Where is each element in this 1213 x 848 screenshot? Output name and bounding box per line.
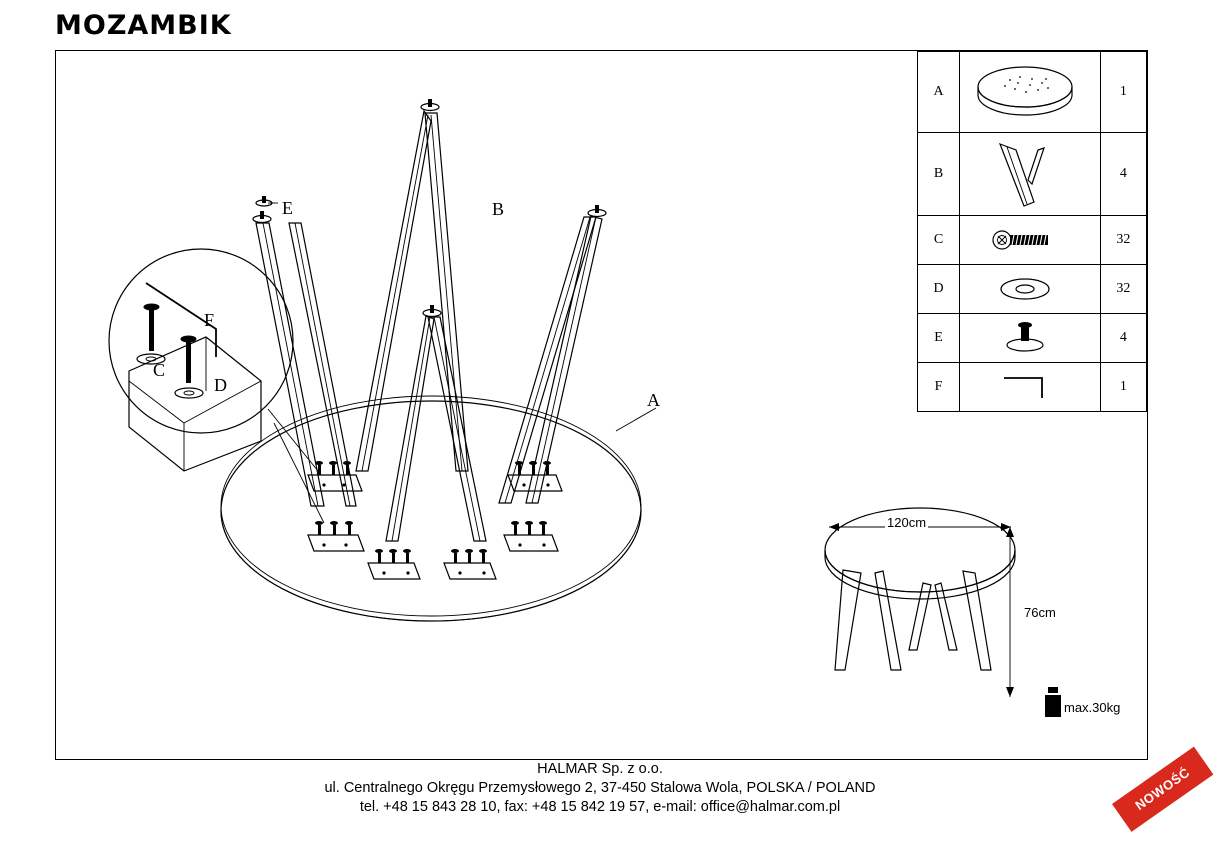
part-quantity: 4: [1100, 314, 1146, 363]
company-address: ul. Centralnego Okręgu Przemysłowego 2, 37-450 Stalowa Wola, POLSKA / POLAND: [324, 780, 876, 796]
part-quantity: 32: [1100, 265, 1146, 314]
part-quantity: 1: [1100, 52, 1146, 133]
part-quantity: 4: [1100, 133, 1146, 216]
table-row: [918, 265, 1147, 314]
leg-mounting-plates: [308, 461, 562, 579]
table-row: [918, 133, 1147, 216]
nowosc-badge: [1104, 764, 1200, 848]
table-row: [918, 363, 1147, 412]
badge-label: NOWOŚĆ: [1132, 764, 1193, 814]
callout-e: E: [282, 198, 293, 218]
part-image-allen-key: [960, 363, 1101, 412]
callout-b: B: [492, 199, 505, 219]
parts-list-table: [917, 51, 1147, 412]
part-image-round-table-top: [960, 52, 1101, 133]
part-image-floor-glide: [960, 314, 1101, 363]
callout-c: C: [153, 360, 166, 380]
part-letter: B: [918, 133, 960, 216]
washer-icon: [960, 268, 1090, 310]
part-letter: D: [918, 265, 960, 314]
floor-glide-icon: [960, 317, 1090, 359]
exploded-assembly-drawing: [56, 51, 936, 751]
callout-a: A: [647, 390, 660, 410]
part-quantity: 32: [1100, 216, 1146, 265]
dimension-width-label: 120cm: [887, 515, 927, 530]
part-letter: E: [918, 314, 960, 363]
part-letter: F: [918, 363, 960, 412]
dimension-height-label: 76cm: [1024, 605, 1056, 620]
part-quantity: 1: [1100, 363, 1146, 412]
part-letter: C: [918, 216, 960, 265]
part-image-screw: [960, 216, 1101, 265]
round-table-top-icon: [960, 57, 1090, 127]
table-leg-icon: [960, 136, 1090, 212]
callout-f: F: [204, 310, 215, 330]
page-title: MOZAMBIK: [55, 10, 232, 41]
table-row: [918, 216, 1147, 265]
footer: [0, 760, 1200, 817]
table-row: [918, 314, 1147, 363]
company-contact: tel. +48 15 843 28 10, fax: +48 15 842 19 57, e-mail: office@halmar.com.pl: [359, 799, 841, 815]
table-row: [918, 52, 1147, 133]
part-letter: A: [918, 52, 960, 133]
part-image-table-leg: [960, 133, 1101, 216]
max-load-label: max.30kg: [1064, 700, 1121, 715]
part-image-washer: [960, 265, 1101, 314]
allen-key-icon: [960, 366, 1090, 408]
screw-icon: [960, 219, 1090, 261]
weight-icon: [1045, 687, 1061, 717]
company-name: HALMAR Sp. z o.o.: [537, 761, 663, 777]
callout-d: D: [214, 375, 227, 395]
dimension-diagram: [805, 465, 1145, 735]
